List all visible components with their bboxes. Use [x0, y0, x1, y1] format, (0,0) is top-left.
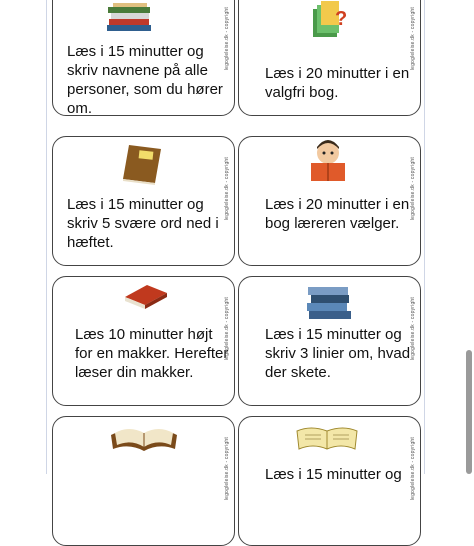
- card-text: Læs 10 minutter højt for en makker. Herefter læser din makker.: [75, 326, 229, 381]
- blue-book-stack-icon: [305, 285, 353, 321]
- copyright-text: legogleleise.dk - copyright: [224, 297, 230, 361]
- card-text: Læs i 15 minutter og skriv navnene på alle personer, som du hører om.: [67, 43, 223, 116]
- task-card: [52, 416, 235, 546]
- card-text: Læs i 20 minutter i en valgfri bog.: [265, 65, 410, 101]
- child-reading-icon: [307, 139, 349, 183]
- card-text: Læs i 15 minutter og: [265, 466, 402, 483]
- copyright-text: legogleleise.dk - copyright: [224, 437, 230, 501]
- card-text: Læs i 15 minutter og skriv 3 linier om, hvad der skete.: [265, 326, 411, 381]
- book-stack-icon: [105, 3, 155, 33]
- question-book-icon: [309, 0, 349, 39]
- task-card: [52, 0, 235, 116]
- task-card: [238, 276, 421, 406]
- copyright-text: legogleleise.dk - copyright: [410, 7, 416, 71]
- copyright-text: legogleleise.dk - copyright: [410, 157, 416, 221]
- task-card: [52, 276, 235, 406]
- red-book-icon: [123, 283, 169, 311]
- task-card: [52, 136, 235, 266]
- copyright-text: legogleleise.dk - copyright: [410, 297, 416, 361]
- task-card: [238, 136, 421, 266]
- open-brown-book-icon: [109, 423, 179, 455]
- page-border-left: [46, 0, 47, 474]
- open-yellow-book-icon: [295, 423, 359, 453]
- copyright-text: legogleleise.dk - copyright: [224, 157, 230, 221]
- brown-book-icon: [121, 143, 165, 185]
- card-text: Læs i 15 minutter og skriv 5 svære ord ned i hæftet.: [67, 196, 219, 251]
- scrollbar-thumb[interactable]: [466, 350, 472, 474]
- card-text: Læs i 20 minutter i en bog læreren vælger.: [265, 196, 410, 232]
- copyright-text: legogleleise.dk - copyright: [410, 437, 416, 501]
- svg-text:?: ?: [335, 8, 348, 30]
- copyright-text: legogleleise.dk - copyright: [224, 7, 230, 71]
- task-card: [238, 0, 421, 116]
- task-card: [238, 416, 421, 546]
